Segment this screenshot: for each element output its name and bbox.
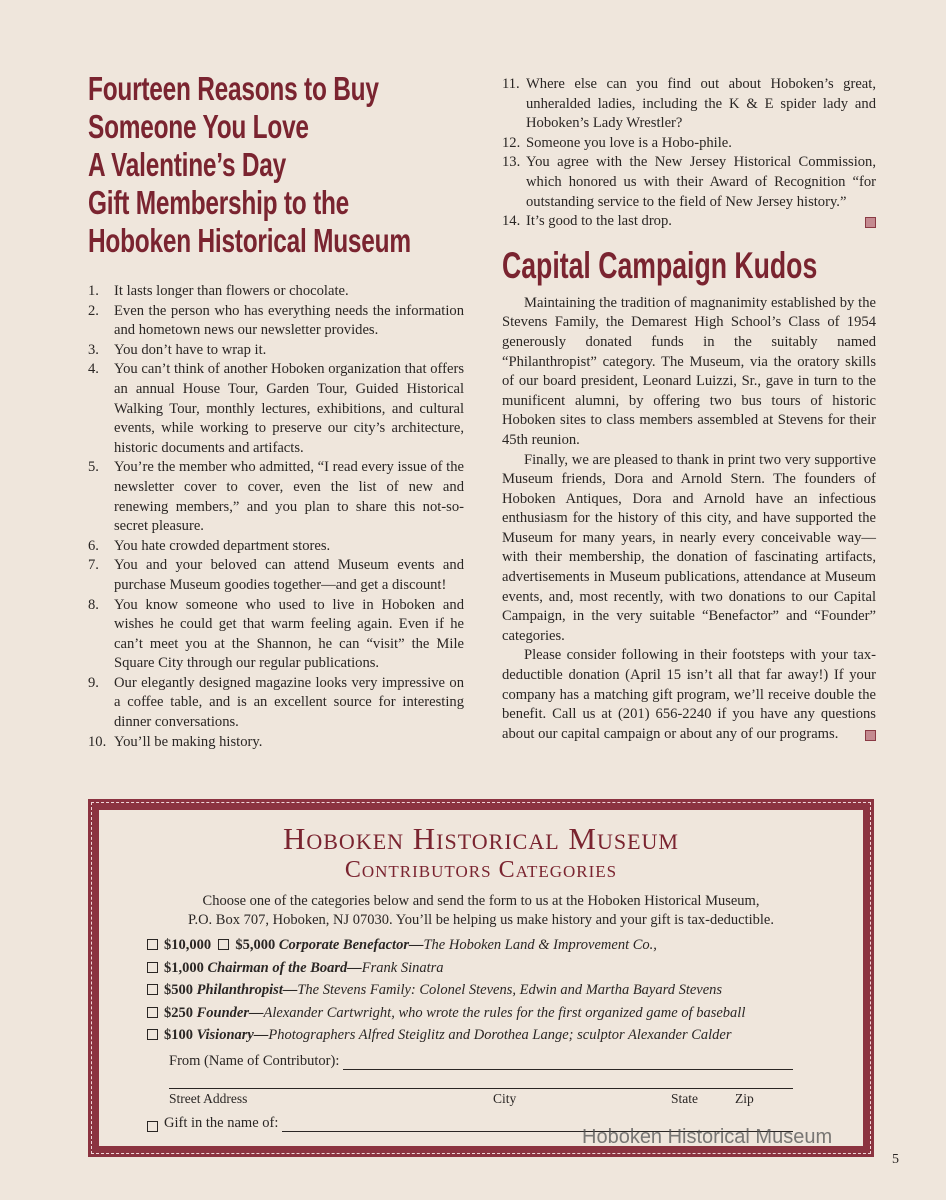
list-item bbox=[88, 674, 464, 733]
item-number: 6. bbox=[88, 537, 99, 554]
category-amount: $250 bbox=[164, 1004, 193, 1021]
zip-label: Zip bbox=[735, 1090, 754, 1106]
item-text: You hate crowded department stores. bbox=[114, 537, 331, 554]
end-mark-icon bbox=[865, 730, 876, 741]
city-label: City bbox=[493, 1090, 517, 1106]
item-text: You agree with the New Jersey Historical Commission, which honored us with their Award of Recognition “for outstanding service to the field of New Jersey history.” bbox=[526, 154, 876, 210]
item-text: You can’t think of another Hoboken organization that offers an annual House Tour, Garden Tour, Guided Historical Walking Tour, monthly lectures, exhibitions, and cultural events, while working to preserve our city’s architecture, historic documents and artifacts. bbox=[114, 361, 464, 456]
category-name: Philanthropist— bbox=[196, 982, 298, 998]
item-number: 8. bbox=[88, 596, 99, 613]
left-column bbox=[88, 70, 464, 752]
item-number: 2. bbox=[88, 302, 99, 319]
checkbox[interactable] bbox=[147, 1007, 158, 1018]
from-row bbox=[169, 1053, 793, 1070]
item-number: 11. bbox=[502, 76, 520, 92]
page-number: 5 bbox=[892, 1152, 899, 1167]
category-amount: $1,000 bbox=[164, 959, 204, 976]
reasons-list-right bbox=[502, 75, 876, 232]
item-text: You know someone who used to live in Hoboken and wishes he could get that warm feeling again. Even if he can’t meet you at the Shannon, he can “visit” the Mile Square City through our regular publications. bbox=[114, 596, 464, 672]
gift-label: Gift in the name of: bbox=[164, 1114, 279, 1131]
item-text: You and your beloved can attend Museum events and purchase Museum goodies together—and get a discount! bbox=[114, 557, 464, 593]
checkbox[interactable] bbox=[147, 1121, 158, 1132]
item-number: 13. bbox=[502, 154, 521, 171]
item-number: 9. bbox=[88, 674, 99, 691]
list-item bbox=[502, 134, 876, 154]
item-number: 5. bbox=[88, 459, 99, 476]
checkbox[interactable] bbox=[147, 1029, 158, 1040]
category-amount: $100 bbox=[164, 1027, 193, 1043]
list-item bbox=[502, 75, 876, 134]
category-row bbox=[147, 1024, 833, 1047]
watermark: Hoboken Historical Museum bbox=[582, 1126, 833, 1148]
contributors-box bbox=[88, 799, 874, 1157]
item-number: 1. bbox=[88, 283, 99, 299]
category-example: Photographers Alfred Steiglitz and Dorothea Lange; sculptor Alexander Calder bbox=[268, 1027, 732, 1043]
reasons-list-left bbox=[88, 282, 464, 752]
campaign-paragraph: Finally, we are pleased to thank in print two very supportive Museum friends, Dora and Arnold Stern. The founders of Hoboken Antiques, Dora and Arnold have an infectious enthusiasm for the history of this city, and have supported the Museum for many years, in nearly every conceivable way—with their membership, the donation of fascinating artifacts, advertisements in Museum publications, attendance at Museum events, and, most recently, with two donations to our Capital Campaign, in the very suitable “Benefactor” and “Founder” categories. bbox=[502, 451, 876, 644]
checkbox[interactable] bbox=[147, 984, 158, 995]
address-row[interactable] bbox=[169, 1088, 793, 1109]
category-example: The Stevens Family: Colonel Stevens, Edwin and Martha Bayard Stevens bbox=[297, 982, 723, 998]
category-example: The Hoboken Land & Improvement Co., bbox=[423, 937, 657, 953]
category-name: Chairman of the Board— bbox=[207, 959, 362, 976]
list-item bbox=[502, 212, 876, 232]
item-text: Someone you love is a Hobo-phile. bbox=[526, 134, 732, 151]
item-text: You’re the member who admitted, “I read every issue of the newsletter cover to cover, even the list of new and renewing members,” and you plan to share this not-so-secret pleasure. bbox=[114, 459, 464, 535]
item-number: 4. bbox=[88, 361, 99, 378]
list-item bbox=[88, 556, 464, 595]
item-text: You’ll be making history. bbox=[114, 733, 263, 750]
category-amount: $5,000 bbox=[235, 937, 276, 953]
list-item bbox=[88, 537, 464, 557]
campaign-paragraph-text: Please consider following in their footsteps with your tax-deductible donation (April 15 isn’t all that far away!) If your company has a matching gift program, we’ll receive double the benefit. Call us at (201) 656-2240 if you have any questions about our capital campaign or about any of our programs. bbox=[502, 647, 876, 742]
list-item bbox=[88, 458, 464, 536]
item-text: You don’t have to wrap it. bbox=[114, 341, 267, 358]
category-example: Alexander Cartwright, who wrote the rules for the first organized game of baseball bbox=[263, 1004, 746, 1021]
from-input[interactable] bbox=[343, 1053, 793, 1070]
item-number: 12. bbox=[502, 134, 521, 151]
checkbox[interactable] bbox=[218, 939, 229, 950]
contributors-title: Hoboken Historical Museum bbox=[282, 821, 679, 856]
checkbox[interactable] bbox=[147, 939, 158, 950]
category-name: Founder— bbox=[196, 1004, 264, 1021]
campaign-paragraph-last bbox=[502, 646, 876, 744]
item-text: Even the person who has everything needs the information and hometown news our newsletter provides. bbox=[114, 302, 464, 339]
headline-block bbox=[88, 70, 464, 282]
category-row bbox=[147, 957, 833, 980]
headline-line: Hoboken Historical Museum bbox=[88, 222, 411, 259]
category-amount: $500 bbox=[164, 982, 193, 998]
item-number: 3. bbox=[88, 341, 99, 358]
campaign-title: Capital Campaign Kudos bbox=[502, 244, 818, 286]
street-label: Street Address bbox=[169, 1090, 248, 1106]
contributors-subtitle: Contributors Categories bbox=[344, 857, 618, 883]
item-text: It lasts longer than flowers or chocolate. bbox=[114, 283, 349, 299]
list-item bbox=[88, 341, 464, 361]
category-example: Frank Sinatra bbox=[361, 959, 444, 976]
category-row bbox=[147, 979, 833, 1002]
headline-line: A Valentine’s Day bbox=[88, 146, 287, 183]
item-text: Where else can you find out about Hoboken’s great, unheralded ladies, including the K & E spider lady and Hoboken’s Lady Wrestler? bbox=[526, 76, 876, 132]
headline-line: Gift Membership to the bbox=[88, 184, 350, 221]
category-row bbox=[147, 934, 833, 957]
headline-line: Fourteen Reasons to Buy bbox=[88, 70, 379, 107]
item-number: 10. bbox=[88, 733, 107, 750]
headline bbox=[88, 70, 411, 260]
right-column bbox=[502, 75, 876, 744]
campaign-paragraph: Maintaining the tradition of magnanimity established by the Stevens Family, the Demarest High School’s Class of 1954 generously donated funds in the suitably named “Philanthropist” category. The Museum, via the oratory skills of our board president, Leonard Luizzi, Sr., gave in turn to the munificent alumni, by offering two bus tours of historic Hoboken sites to class members assembled at Stevens for their 45th reunion. bbox=[502, 294, 876, 448]
category-name: Visionary— bbox=[196, 1027, 269, 1043]
item-number: 14. bbox=[502, 213, 521, 230]
headline-line: Someone You Love bbox=[88, 108, 309, 145]
list-item bbox=[88, 282, 464, 302]
intro-line: Choose one of the categories below and send the form to us at the Hoboken Historical Museum, bbox=[202, 893, 760, 909]
state-label: State bbox=[671, 1090, 698, 1106]
category-name: Corporate Benefactor— bbox=[278, 937, 424, 953]
end-mark-icon bbox=[865, 217, 876, 228]
list-item bbox=[88, 733, 464, 753]
from-label: From (Name of Contributor): bbox=[169, 1052, 340, 1069]
contributors-intro bbox=[129, 892, 833, 930]
list-item bbox=[88, 302, 464, 341]
list-item bbox=[88, 596, 464, 674]
item-number: 7. bbox=[88, 557, 99, 574]
checkbox[interactable] bbox=[147, 962, 158, 973]
contributors-content bbox=[129, 822, 833, 1132]
item-text: It’s good to the last drop. bbox=[526, 213, 672, 230]
list-item bbox=[502, 153, 876, 212]
intro-line: P.O. Box 707, Hoboken, NJ 07030. You’ll be helping us make history and your gift is tax-deductible. bbox=[188, 912, 774, 928]
item-text: Our elegantly designed magazine looks very impressive on a coffee table, and is an excellent source for interesting dinner conversations. bbox=[114, 674, 464, 731]
list-item bbox=[88, 360, 464, 458]
category-row bbox=[147, 1002, 833, 1025]
category-amount: $10,000 bbox=[164, 937, 212, 953]
